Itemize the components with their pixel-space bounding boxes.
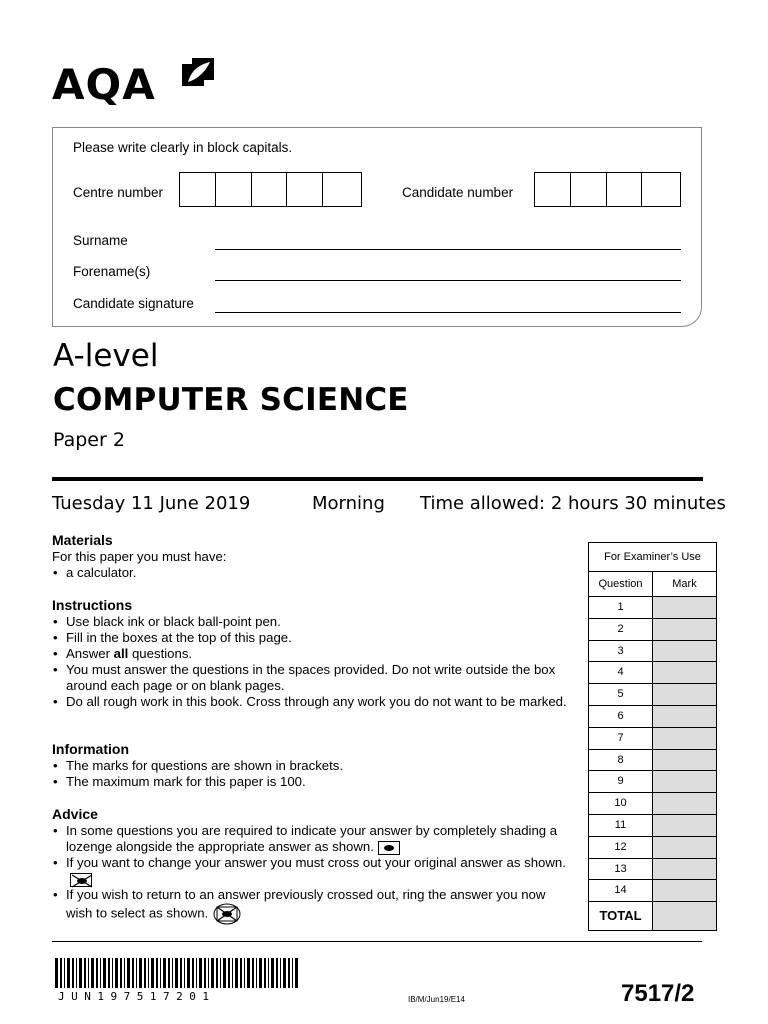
table-row xyxy=(589,859,716,881)
table-row xyxy=(589,880,716,902)
table-row xyxy=(589,837,716,859)
barcode-bar xyxy=(187,958,190,988)
barcode-bar xyxy=(112,958,113,988)
advice-heading: Advice xyxy=(52,806,98,822)
barcode-bar xyxy=(103,958,106,988)
mark-cell[interactable] xyxy=(653,793,716,814)
instructions-section xyxy=(52,597,582,710)
table-row xyxy=(589,793,716,815)
surname-label: Surname xyxy=(73,233,128,248)
question-number: 9 xyxy=(589,771,653,792)
list-item: • a calculator. xyxy=(52,565,582,581)
list-item xyxy=(52,887,572,925)
barcode-bar xyxy=(252,958,254,988)
list-item: • You must answer the questions in the spaces provided. Do not write outside the box around each page or on blank pages. xyxy=(52,662,582,694)
barcode-bar xyxy=(156,958,158,988)
candidate-digit-box[interactable] xyxy=(571,173,607,206)
mark-cell[interactable] xyxy=(653,815,716,836)
answer-pre: Answer xyxy=(66,646,114,661)
barcode-bar xyxy=(88,958,89,988)
barcode-bar xyxy=(244,958,245,988)
instructions-heading: Instructions xyxy=(52,597,133,613)
barcode-bar xyxy=(199,958,202,988)
barcode-bar xyxy=(148,958,149,988)
mark-cell[interactable] xyxy=(653,837,716,858)
advice-text-ring: If you wish to return to an answer previously crossed out, ring the answer you now wish to select as shown. xyxy=(66,887,546,921)
examiner-table-heading: For Examiner’s Use xyxy=(589,543,716,572)
question-number: 7 xyxy=(589,728,653,749)
paper-code: 7517/2 xyxy=(621,980,695,1007)
barcode-bar xyxy=(151,958,154,988)
question-number: 2 xyxy=(589,619,653,640)
information-section xyxy=(52,741,582,790)
barcode-bar xyxy=(180,958,182,988)
barcode-bar xyxy=(100,958,101,988)
mark-cell[interactable] xyxy=(653,706,716,727)
barcode-bar xyxy=(108,958,110,988)
barcode-bar xyxy=(288,958,290,988)
barcode-bar xyxy=(160,958,161,988)
mark-cell[interactable] xyxy=(653,662,716,683)
exam-session: Morning xyxy=(312,493,385,514)
centre-digit-box[interactable] xyxy=(180,173,216,206)
examiner-table-header xyxy=(589,572,716,597)
examiner-use-table xyxy=(588,542,717,931)
barcode-bar xyxy=(67,958,70,988)
total-label: TOTAL xyxy=(589,902,653,930)
table-row xyxy=(589,815,716,837)
mark-cell[interactable] xyxy=(653,750,716,771)
candidate-number-boxes[interactable] xyxy=(534,172,681,207)
barcode-bar xyxy=(196,958,197,988)
barcode-bar xyxy=(295,958,298,988)
table-row xyxy=(589,619,716,641)
total-mark-cell[interactable] xyxy=(653,902,716,930)
table-row xyxy=(589,597,716,619)
question-number: 4 xyxy=(589,662,653,683)
list-item: • Do all rough work in this book. Cross through any work you do not want to be marked. xyxy=(52,694,582,710)
mark-cell[interactable] xyxy=(653,771,716,792)
barcode-bar xyxy=(232,958,233,988)
materials-intro: For this paper you must have: xyxy=(52,549,227,564)
advice-text-shade: In some questions you are required to indicate your answer by completely shading a lozenge alongside the appropriate answer as shown. xyxy=(66,823,558,854)
question-number: 6 xyxy=(589,706,653,727)
centre-number-label: Centre number xyxy=(73,185,164,200)
barcode-bar xyxy=(276,958,278,988)
total-row xyxy=(589,902,716,930)
question-number: 10 xyxy=(589,793,653,814)
barcode-bar xyxy=(256,958,257,988)
barcode-bar xyxy=(259,958,262,988)
title-divider xyxy=(52,477,703,481)
candidate-digit-box[interactable] xyxy=(642,173,680,206)
advice-text-cross: If you want to change your answer you must cross out your original answer as shown. xyxy=(66,855,566,870)
answer-post: questions. xyxy=(128,646,193,661)
barcode-bar xyxy=(127,958,130,988)
barcode-bar xyxy=(235,958,238,988)
barcode-bar xyxy=(139,958,142,988)
barcode-bar xyxy=(240,958,242,988)
mark-cell[interactable] xyxy=(653,619,716,640)
question-number: 3 xyxy=(589,641,653,662)
barcode-bar xyxy=(223,958,226,988)
candidate-number-label: Candidate number xyxy=(402,185,514,200)
table-row xyxy=(589,771,716,793)
mark-cell[interactable] xyxy=(653,684,716,705)
centre-digit-box[interactable] xyxy=(216,173,252,206)
barcode-bar xyxy=(55,958,58,988)
barcode-bar xyxy=(168,958,170,988)
table-row xyxy=(589,684,716,706)
materials-section xyxy=(52,532,582,581)
information-heading: Information xyxy=(52,741,129,757)
ringed-lozenge-icon xyxy=(212,903,242,925)
question-number: 12 xyxy=(589,837,653,858)
paper-number: Paper 2 xyxy=(53,429,125,451)
barcode-bar xyxy=(144,958,146,988)
list-item: • The marks for questions are shown in brackets. xyxy=(52,758,582,774)
barcode-bar xyxy=(216,958,218,988)
barcode-bar xyxy=(228,958,230,988)
barcode-bar xyxy=(208,958,209,988)
mark-cell[interactable] xyxy=(653,641,716,662)
centre-number-boxes[interactable] xyxy=(179,172,362,207)
barcode-bar xyxy=(192,958,194,988)
candidate-digit-box[interactable] xyxy=(607,173,643,206)
barcode-bar xyxy=(124,958,125,988)
barcode-bar xyxy=(280,958,281,988)
barcode-bar xyxy=(64,958,65,988)
barcode-bar xyxy=(96,958,98,988)
block-capitals-instruction: Please write clearly in block capitals. xyxy=(73,140,293,155)
barcode-bar xyxy=(72,958,74,988)
forename-field[interactable] xyxy=(215,280,681,281)
barcode-bar xyxy=(271,958,274,988)
centre-digit-box[interactable] xyxy=(287,173,323,206)
question-number: 14 xyxy=(589,880,653,901)
barcode-bar xyxy=(132,958,134,988)
table-row xyxy=(589,728,716,750)
barcode-bar xyxy=(136,958,137,988)
barcode xyxy=(55,958,298,988)
centre-digit-box[interactable] xyxy=(323,173,361,206)
question-number: 8 xyxy=(589,750,653,771)
forename-label: Forename(s) xyxy=(73,264,151,279)
surname-field[interactable] xyxy=(215,249,681,250)
mark-column-header: Mark xyxy=(672,578,697,590)
list-item: • Use black ink or black ball-point pen. xyxy=(52,614,582,630)
qualification-level: A-level xyxy=(53,338,159,374)
aqa-leaf-icon xyxy=(180,56,216,90)
mark-cell[interactable] xyxy=(653,597,716,618)
barcode-bar xyxy=(204,958,206,988)
barcode-bar xyxy=(264,958,266,988)
time-allowed: Time allowed: 2 hours 30 minutes xyxy=(420,493,726,514)
barcode-bar xyxy=(175,958,178,988)
barcode-bar xyxy=(172,958,173,988)
barcode-bar xyxy=(79,958,82,988)
barcode-text: JUN197517201 xyxy=(58,990,216,1003)
question-column-header: Question xyxy=(589,572,653,596)
materials-heading: Materials xyxy=(52,532,113,548)
barcode-bar xyxy=(120,958,122,988)
answer-all-emphasis: all xyxy=(113,646,129,661)
table-row xyxy=(589,641,716,663)
barcode-bar xyxy=(60,958,62,988)
list-item: • Fill in the boxes at the top of this page. xyxy=(52,630,582,646)
question-number: 1 xyxy=(589,597,653,618)
barcode-bar xyxy=(292,958,293,988)
table-row xyxy=(589,662,716,684)
signature-field[interactable] xyxy=(215,312,681,313)
question-number: 11 xyxy=(589,815,653,836)
aqa-logo: AQA xyxy=(52,60,156,109)
mark-cell[interactable] xyxy=(653,859,716,880)
list-item xyxy=(52,823,572,855)
barcode-bar xyxy=(115,958,118,988)
crossed-lozenge-icon xyxy=(70,873,92,887)
examiner-rows xyxy=(589,597,716,902)
barcode-bar xyxy=(163,958,166,988)
footer-divider xyxy=(52,941,702,942)
barcode-bar xyxy=(211,958,214,988)
barcode-bar xyxy=(84,958,86,988)
list-item xyxy=(52,855,572,887)
list-item xyxy=(52,646,582,662)
list-item: • The maximum mark for this paper is 100. xyxy=(52,774,582,790)
barcode-bar xyxy=(91,958,94,988)
barcode-bar xyxy=(76,958,77,988)
barcode-bar xyxy=(184,958,185,988)
mark-cell[interactable] xyxy=(653,728,716,749)
barcode-bar xyxy=(283,958,286,988)
subject-title: COMPUTER SCIENCE xyxy=(53,382,409,418)
table-row xyxy=(589,706,716,728)
signature-label: Candidate signature xyxy=(73,296,194,311)
exam-date: Tuesday 11 June 2019 xyxy=(52,493,251,514)
paper-reference: IB/M/Jun19/E14 xyxy=(408,995,465,1004)
centre-digit-box[interactable] xyxy=(252,173,288,206)
shaded-lozenge-icon xyxy=(378,841,400,855)
barcode-bar xyxy=(268,958,269,988)
mark-cell[interactable] xyxy=(653,880,716,901)
advice-section xyxy=(52,806,572,925)
question-number: 5 xyxy=(589,684,653,705)
table-row xyxy=(589,750,716,772)
barcode-bar xyxy=(247,958,250,988)
barcode-bar xyxy=(220,958,221,988)
candidate-digit-box[interactable] xyxy=(535,173,571,206)
question-number: 13 xyxy=(589,859,653,880)
